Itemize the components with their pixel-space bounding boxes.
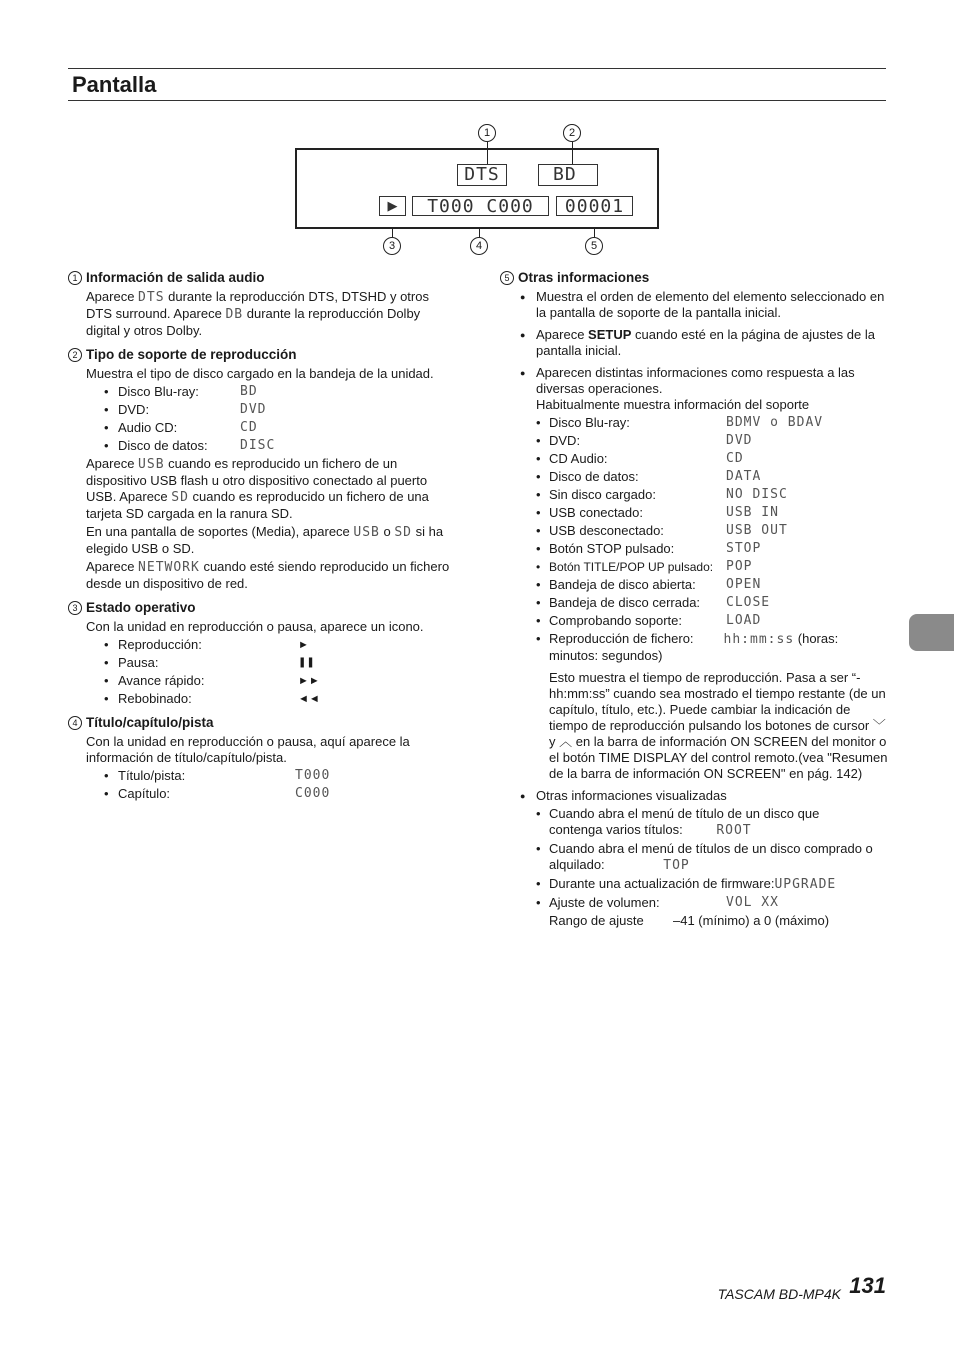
callout-1: 1	[478, 124, 496, 142]
play-icon: ►	[298, 639, 309, 651]
list-item: • USB conectado: USB IN	[536, 505, 890, 521]
leader-line-5	[594, 227, 595, 237]
media-type-list	[104, 384, 453, 454]
section-heading: Otras informaciones	[518, 270, 650, 285]
list-item: • Reproducción: ►	[104, 637, 453, 653]
callout-5: 5	[585, 237, 603, 255]
chapter-tab	[909, 614, 954, 651]
callout-4: 4	[470, 237, 488, 255]
list-item: • Rebobinado: ◄◄	[104, 691, 453, 707]
section-media-type: 2 Tipo de soporte de reproducción Muestra el tipo de disco cargado en la bandeja de la unidad. • Disco Blu-ray: BD • DVD: DVD • Audio CD: CD • Disco de datos: DISC Aparece USB cuando es reproducido un fichero de un dispositivo USB flash u otro dispositivo conectado al puerto USB. Aparece SD cuando es reproducido un fichero de una tarjeta SD cargada en la ranura SD. En una pantalla de soportes (Media), aparece USB o SD si ha elegido USB o SD. Aparece NETWORK cuando esté siendo reproducido un fichero desde un dispositivo de red.	[68, 347, 453, 592]
list-item: • Botón STOP pulsado: STOP	[536, 541, 890, 557]
status-list	[104, 637, 453, 707]
other-info-list	[536, 806, 890, 911]
list-item: • Audio CD: CD	[104, 420, 453, 436]
fast-forward-icon: ►►	[298, 675, 320, 687]
section-heading: Información de salida audio	[86, 270, 265, 285]
lcd-panel	[295, 148, 659, 229]
lcd-audio-indicator: DTS	[457, 164, 507, 186]
section-heading: Título/capítulo/pista	[86, 715, 214, 730]
range-row: Rango de ajuste –41 (mínimo) a 0 (máximo)	[549, 913, 830, 928]
list-item: ● Aparece SETUP cuando esté en la página de ajustes de la pantalla inicial.	[518, 327, 890, 359]
list-item: • Disco de datos: DATA	[536, 469, 890, 485]
list-item: • CD Audio: CD	[536, 451, 890, 467]
list-item: • Disco de datos: DISC	[104, 438, 453, 454]
display-diagram	[295, 120, 665, 260]
list-item: • Avance rápido: ►►	[104, 673, 453, 689]
list-item: • Botón TITLE/POP UP pulsado: POP	[536, 559, 890, 575]
footer-brand: TASCAM BD-MP4K	[717, 1286, 841, 1302]
leader-line-4	[479, 227, 480, 237]
list-item: • DVD: DVD	[536, 433, 890, 449]
callout-3: 3	[383, 237, 401, 255]
list-item: • Comprobando soporte: LOAD	[536, 613, 890, 629]
list-item: • Capítulo: C000	[104, 786, 453, 802]
title-chapter-list	[104, 768, 453, 802]
section-operating-status: 3 Estado operativo Con la unidad en reproducción o pausa, aparece un icono. • Reproducción: ► • Pausa: ❚❚ • Avance rápido: ►► • Rebobinado: ◄◄	[68, 600, 453, 707]
time-display-note: Esto muestra el tiempo de reproducción. Pasa a ser “-hh:mm:ss” cuando sea mostrado el tiempo restante (de un capítulo, título, etc.). Puede cambiar la indicación de tiempo de reproducción pulsando los botones de cursor ﹀ y ︿ en la barra de información ON SCREEN del monitor o el botón TIME DISPLAY del control remoto.(vea "Resumen de la barra de información ON SCREEN" en pág. 142)	[549, 670, 888, 781]
list-item: • DVD: DVD	[104, 402, 453, 418]
list-item: • Título/pista: T000	[104, 768, 453, 784]
list-item: ● Aparecen distintas informaciones como respuesta a las diversas operaciones. Habitualmente muestra información del soporte • Disco Blu-ray: BDMV o BDAV • DVD: DVD • CD Audio: CD • Disco de datos: DATA • Sin disco cargado: NO DISC • USB conectado: USB IN • USB desconectado: USB OUT • Botón STOP pulsado: STOP • Botón TITLE/POP UP pulsado: POP • Bandeja de disco abierta: OPEN • Bandeja de disco cerrada: CLOSE • Comprobando soporte: LOAD • Reproducción de fichero: hh:mm:ss (horas: minutos: segundos) Esto muestra el tiempo de reproducción. Pasa a ser “-hh:mm:ss” cuando sea mostrado el tiempo restante (de un capítulo, título, etc.). Puede cambiar la indicación de tiempo de reproducción pulsando los botones de cursor ﹀ y ︿ en la barra de información ON SCREEN del monitor o el botón TIME DISPLAY del control remoto.(vea "Resumen de la barra de información ON SCREEN" en pág. 142)	[518, 365, 890, 782]
list-item: • Disco Blu-ray: BD	[104, 384, 453, 400]
section-other-info: 5 Otras informaciones ● Muestra el orden de elemento del elemento seleccionado en la pantalla de soporte de la pantalla inicial. ● Aparece SETUP cuando esté en la página de ajustes de la pantalla inicial. ● Aparecen distintas informaciones como respuesta a las diversas operaciones. Habitualmente muestra información del soporte • Disco Blu-ray: BDMV o BDAV • DVD: DVD • CD Audio: CD • Disco de datos: DATA • Sin disco cargado: NO DISC • USB conectado: USB IN • USB desconectado: USB OUT • Botón STOP pulsado: STOP • Botón TITLE/POP UP pulsado: POP • Bandeja de disco abierta: OPEN • Bandeja de disco cerrada: CLOSE • Comprobando soporte: LOAD • Reproducción de fichero: hh:mm:ss (horas: minutos: segundos) Esto muestra el tiempo de reproducción. Pasa a ser “-hh:mm:ss” cuando sea mostrado el tiempo restante (de un capítulo, título, etc.). Puede cambiar la indicación de tiempo de reproducción pulsando los botones de cursor ﹀ y ︿ en la barra de información ON SCREEN del monitor o el botón TIME DISPLAY del control remoto.(vea "Resumen de la barra de información ON SCREEN" en pág. 142) ● Otras informaciones visualizadas • Cuando abra el menú de título de un disco que contenga varios títulos: ROOT • Cuando abra el menú de títulos de un disco comprado o alquilado: TOP • Durante una actualización de firmware:UPGRADE • Ajuste de volumen: VOL XX Rango de ajuste –41 (mínimo) a 0 (máximo)	[500, 270, 890, 929]
pause-icon: ❚❚	[298, 657, 315, 668]
list-item: • Durante una actualización de firmware:UPGRADE	[536, 876, 890, 893]
media-info-list	[536, 415, 890, 664]
section-heading: Tipo de soporte de reproducción	[86, 347, 297, 362]
lcd-media-indicator: BD	[538, 164, 598, 186]
leader-line-3	[392, 227, 393, 237]
list-item: • Pausa: ❚❚	[104, 655, 453, 671]
list-item: • Bandeja de disco abierta: OPEN	[536, 577, 890, 593]
list-item: • Ajuste de volumen: VOL XX	[536, 895, 890, 911]
list-item: • USB desconectado: USB OUT	[536, 523, 890, 539]
callout-2: 2	[563, 124, 581, 142]
lcd-counter: 00001	[556, 196, 633, 216]
right-column	[500, 270, 890, 937]
list-item: • Bandeja de disco cerrada: CLOSE	[536, 595, 890, 611]
list-item: ● Otras informaciones visualizadas • Cuando abra el menú de título de un disco que contenga varios títulos: ROOT • Cuando abra el menú de títulos de un disco comprado o alquilado: TOP • Durante una actualización de firmware:UPGRADE • Ajuste de volumen: VOL XX Rango de ajuste –41 (mínimo) a 0 (máximo)	[518, 788, 890, 929]
section-heading: Estado operativo	[86, 600, 196, 615]
section-title-bar	[68, 68, 886, 101]
left-column	[68, 270, 453, 810]
lcd-title-chapter: T000 C000	[412, 196, 549, 216]
list-item: • Cuando abra el menú de título de un disco que contenga varios títulos: ROOT	[536, 806, 890, 839]
page-number: 131	[849, 1273, 886, 1298]
play-icon: ▶	[379, 196, 406, 216]
page-title: Pantalla	[72, 72, 157, 97]
list-item: • Sin disco cargado: NO DISC	[536, 487, 890, 503]
section-audio-output: 1 Información de salida audio Aparece DTS durante la reproducción DTS, DTSHD y otros DTS surround. Aparece DB durante la reproducción Dolby digital y otros Dolby.	[68, 270, 453, 339]
list-item: • Cuando abra el menú de títulos de un disco comprado o alquilado: TOP	[536, 841, 890, 874]
section-title-chapter: 4 Título/capítulo/pista Con la unidad en reproducción o pausa, aquí aparece la información de título/capítulo/pista. • Título/pista: T000 • Capítulo: C000	[68, 715, 453, 802]
list-item: ● Muestra el orden de elemento del elemento seleccionado en la pantalla de soporte de la pantalla inicial.	[518, 289, 890, 321]
list-item: • Reproducción de fichero: hh:mm:ss (horas: minutos: segundos)	[536, 631, 890, 664]
list-item: • Disco Blu-ray: BDMV o BDAV	[536, 415, 890, 431]
rewind-icon: ◄◄	[298, 693, 320, 705]
